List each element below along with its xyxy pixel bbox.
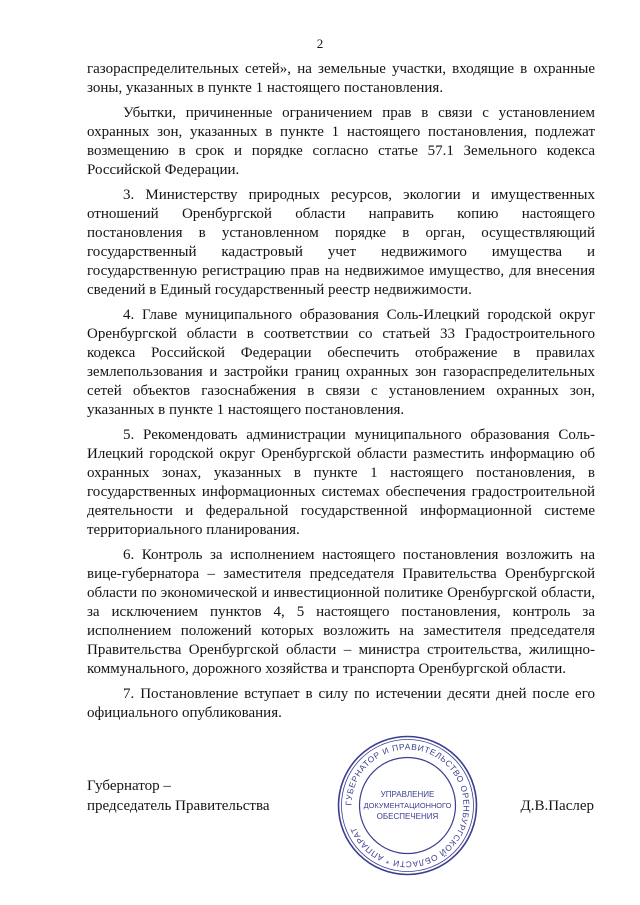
stamp-line-1: УПРАВЛЕНИЕ [380,790,435,799]
stamp-ring-text: ГУБЕРНАТОР И ПРАВИТЕЛЬСТВО ОРЕНБУРГСКОЙ ОБЛАСТИ * АППАРАТ [343,741,472,870]
paragraph-item-7: 7. Постановление вступает в силу по истечении десяти дней после его официального опубликования. [87,686,595,721]
signature-position [87,776,270,816]
paragraph-item-4: 4. Главе муниципального образования Соль-Илецкий городской округ Оренбургской области в соответствии со статьей 33 Градостроительного кодекса Российской Федерации обеспечить отображение в правилах землепользования и застройки границ охранных зон газораспределительных сетей объектов газоснабжения в связи с установлением охранных зон, указанных в пункте 1 настоящего постановления. [87,307,595,418]
paragraph-continuation: газораспределительных сетей», на земельные участки, входящие в охранные зоны, указанных в пункте 1 настоящего постановления. [87,61,595,96]
official-stamp-seal [335,733,480,878]
signature-position-line-2: председатель Правительства [87,798,270,814]
paragraph-item-6: 6. Контроль за исполнением настоящего постановления возложить на вице-губернатора – заместителя председателя Правительства Оренбургской области по экономической и инвестиционной политике Оренбургской области, за исключением пунктов 4, 5 настоящего постановления, контроль за исполнением положений которых возложить на заместителя председателя Правительства Оренбургской области – министра строительства, жилищно-коммунального, дорожного хозяйства и транспорта Оренбургской области. [87,547,595,677]
stamp-line-2: ДОКУМЕНТАЦИОННОГО [363,801,452,810]
signer-name: Д.В.Паслер [520,798,594,814]
document-body [87,60,595,729]
page-number: 2 [316,36,324,51]
paragraph-item-3: 3. Министерству природных ресурсов, экологии и имущественных отношений Оренбургской области направить копию настоящего постановления в установленном порядке в орган, осуществляющий государственный кадастровый учет недвижимого имущества и государственную регистрацию прав на недвижимое имущество, для внесения сведений в Единый государственный реестр недвижимости. [87,187,595,298]
paragraph-damages: Убытки, причиненные ограничением прав в связи с установлением охранных зон, указанных в пункте 1 настоящего постановления, подлежат возмещению в срок и порядке согласно статье 57.1 Земельного кодекса Российской Федерации. [87,105,595,178]
paragraph-item-5: 5. Рекомендовать администрации муниципального образования Соль-Илецкий городской округ Оренбургской области разместить информацию об охранных зонах, указанных в пункте 1 настоящего постановления, в государственных информационных системах обеспечения градостроительной деятельности и федеральной государственной информационной системе территориального планирования. [87,427,595,538]
signature-position-line-1: Губернатор – [87,778,171,794]
stamp-line-3: ОБЕСПЕЧЕНИЯ [376,812,439,821]
